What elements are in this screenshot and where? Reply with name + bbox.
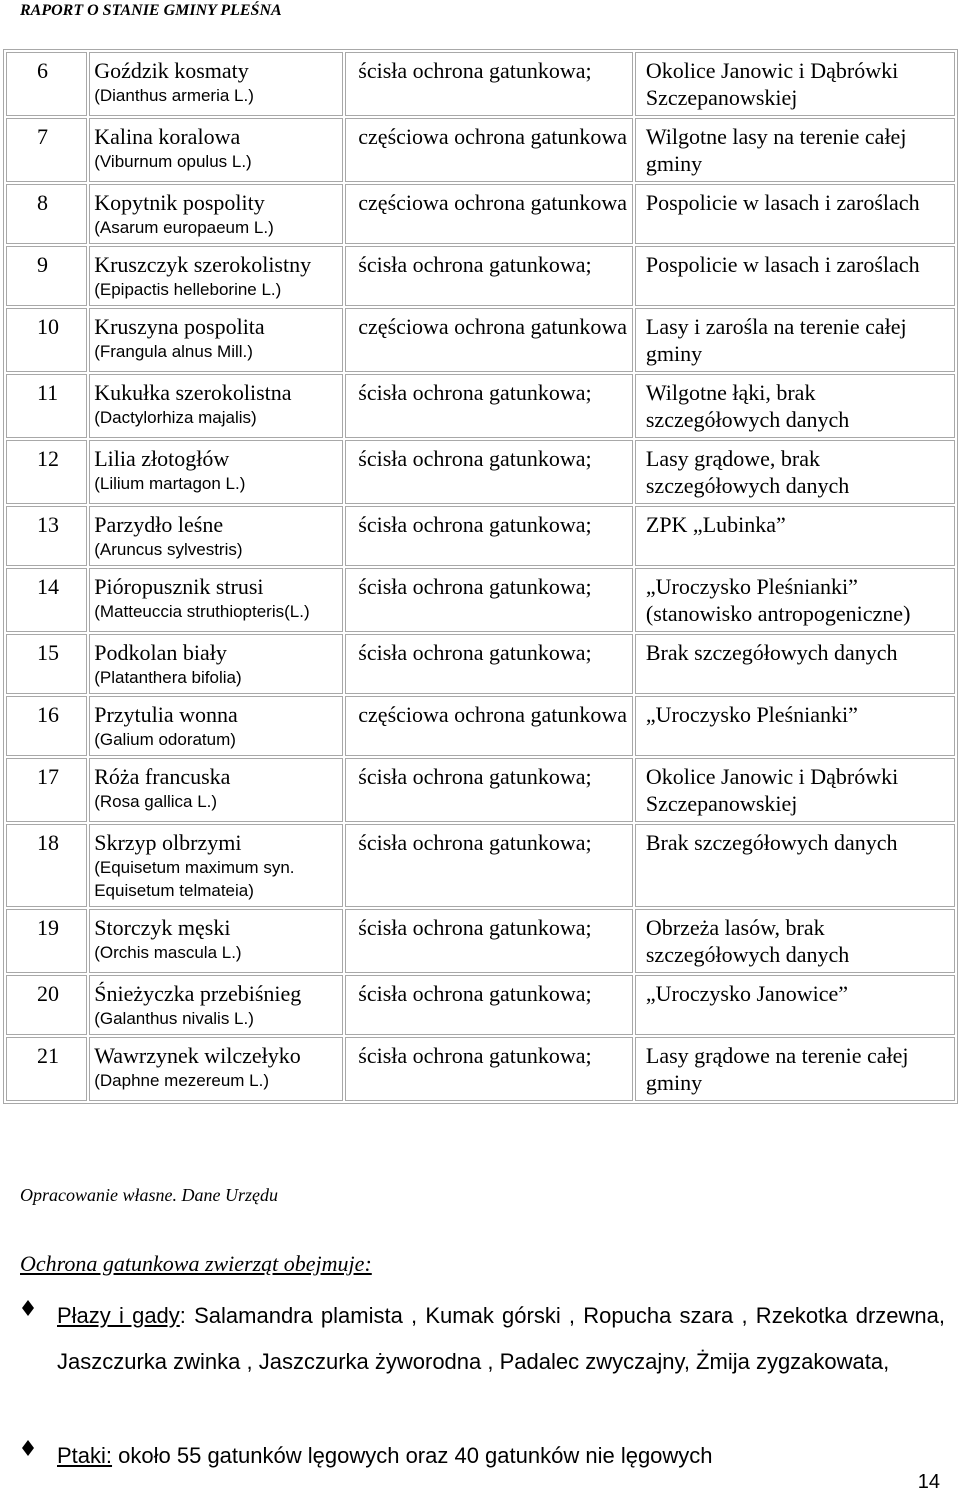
protection-status: ścisła ochrona gatunkowa; (345, 374, 633, 438)
bullet-label: Ptaki: (57, 1443, 113, 1468)
bullet-label: Płazy i gady (57, 1303, 180, 1328)
protection-status: częściowa ochrona gatunkowa (345, 118, 633, 182)
species-latin-name: (Orchis mascula L.) (94, 943, 242, 962)
species-latin-name: (Dianthus armeria L.) (94, 86, 254, 105)
species-cell (89, 184, 343, 244)
location: „Uroczysko Janowice” (635, 975, 955, 1035)
protection-status: ścisła ochrona gatunkowa; (345, 506, 633, 566)
location: ZPK „Lubinka” (635, 506, 955, 566)
location: Pospolicie w lasach i zaroślach (635, 184, 955, 244)
row-number: 11 (6, 374, 87, 438)
species-name: Kukułka szerokolistna (94, 380, 292, 405)
location: Brak szczegółowych danych (635, 824, 955, 907)
row-number: 12 (6, 440, 87, 504)
species-table (3, 49, 958, 1104)
species-name: Kopytnik pospolity (94, 190, 265, 215)
location: Wilgotne lasy na terenie całej gminy (635, 118, 955, 182)
row-number: 17 (6, 758, 87, 822)
protection-status: częściowa ochrona gatunkowa (345, 308, 633, 372)
species-name: Goździk kosmaty (94, 58, 249, 83)
row-number: 20 (6, 975, 87, 1035)
row-number: 14 (6, 568, 87, 632)
table-row (6, 1037, 955, 1101)
species-latin-name: (Lilium martagon L.) (94, 474, 246, 493)
species-latin-name: (Matteuccia struthiopteris(L.) (94, 602, 310, 621)
table-row (6, 52, 955, 116)
species-cell (89, 758, 343, 822)
location: Lasy grądowe, brak szczegółowych danych (635, 440, 955, 504)
diamond-bullet-icon (20, 1440, 36, 1456)
location: Brak szczegółowych danych (635, 634, 955, 694)
bullet-birds (20, 1433, 945, 1479)
table-row (6, 758, 955, 822)
table-row (6, 824, 955, 907)
location: Lasy grądowe na terenie całej gminy (635, 1037, 955, 1101)
table-row (6, 246, 955, 306)
species-name: Kalina koralowa (94, 124, 241, 149)
location: Obrzeża lasów, brak szczegółowych danych (635, 909, 955, 973)
row-number: 7 (6, 118, 87, 182)
table-row (6, 440, 955, 504)
species-latin-name: (Dactylorhiza majalis) (94, 408, 257, 427)
species-latin-name: (Epipactis helleborine L.) (94, 280, 282, 299)
row-number: 18 (6, 824, 87, 907)
species-name: Skrzyp olbrzymi (94, 830, 242, 855)
table-row (6, 975, 955, 1035)
page-number: 14 (917, 1471, 940, 1493)
species-latin-name: (Asarum europaeum L.) (94, 218, 274, 237)
protection-status: ścisła ochrona gatunkowa; (345, 568, 633, 632)
species-latin-name: (Daphne mezereum L.) (94, 1071, 270, 1090)
page-header: RAPORT O STANIE GMINY PLEŚNA (20, 2, 282, 19)
species-name: Podkolan biały (94, 640, 227, 665)
table-row (6, 506, 955, 566)
protection-status: ścisła ochrona gatunkowa; (345, 909, 633, 973)
species-cell (89, 696, 343, 756)
bullet-separator: : (179, 1303, 195, 1328)
location: Wilgotne łąki, brak szczegółowych danych (635, 374, 955, 438)
species-cell (89, 118, 343, 182)
species-cell (89, 374, 343, 438)
species-name: Wawrzynek wilczełyko (94, 1043, 301, 1068)
bullet-content: około 55 gatunków lęgowych oraz 40 gatunków nie lęgowych (118, 1443, 713, 1468)
protection-status: ścisła ochrona gatunkowa; (345, 824, 633, 907)
species-cell (89, 568, 343, 632)
row-number: 10 (6, 308, 87, 372)
species-name: Pióropusznik strusi (94, 574, 264, 599)
row-number: 15 (6, 634, 87, 694)
species-latin-name: (Frangula alnus Mill.) (94, 342, 253, 361)
protection-status: ścisła ochrona gatunkowa; (345, 975, 633, 1035)
species-latin-name: (Platanthera bifolia) (94, 668, 242, 687)
table-row (6, 909, 955, 973)
protection-status: ścisła ochrona gatunkowa; (345, 52, 633, 116)
species-cell (89, 440, 343, 504)
species-cell (89, 506, 343, 566)
species-cell (89, 824, 343, 907)
bullet-text (57, 1293, 945, 1385)
row-number: 16 (6, 696, 87, 756)
bullet-content: Salamandra plamista , Kumak górski , Ropucha szara , Rzekotka drzewna, Jaszczurka zwinka , Jaszczurka żyworodna , Padalec zwyczajny, Żmija zygzakowata, (57, 1303, 945, 1374)
table-row (6, 308, 955, 372)
protection-status: ścisła ochrona gatunkowa; (345, 758, 633, 822)
table-row (6, 696, 955, 756)
species-latin-name: (Galium odoratum) (94, 730, 236, 749)
species-latin-name: (Rosa gallica L.) (94, 792, 218, 811)
section-title: Ochrona gatunkowa zwierząt obejmuje: (20, 1251, 372, 1276)
species-cell (89, 975, 343, 1035)
row-number: 13 (6, 506, 87, 566)
protection-status: ścisła ochrona gatunkowa; (345, 634, 633, 694)
location: Okolice Janowic i Dąbrówki Szczepanowskiej (635, 758, 955, 822)
species-latin-name: (Galanthus nivalis L.) (94, 1009, 254, 1028)
row-number: 6 (6, 52, 87, 116)
species-name: Róża francuska (94, 764, 231, 789)
bullet-amphibians (20, 1293, 945, 1385)
species-name: Kruszyna pospolita (94, 314, 265, 339)
location: „Uroczysko Pleśnianki” (635, 696, 955, 756)
protection-status: ścisła ochrona gatunkowa; (345, 246, 633, 306)
species-latin-name: (Aruncus sylvestris) (94, 540, 243, 559)
table-row (6, 634, 955, 694)
species-cell (89, 246, 343, 306)
diamond-bullet-icon (20, 1300, 36, 1316)
table-row (6, 184, 955, 244)
species-cell (89, 634, 343, 694)
row-number: 9 (6, 246, 87, 306)
species-name: Przytulia wonna (94, 702, 238, 727)
species-cell (89, 308, 343, 372)
protection-status: ścisła ochrona gatunkowa; (345, 1037, 633, 1101)
location: Okolice Janowic i Dąbrówki Szczepanowskiej (635, 52, 955, 116)
location: Pospolicie w lasach i zaroślach (635, 246, 955, 306)
protection-status: częściowa ochrona gatunkowa (345, 184, 633, 244)
bullet-text (57, 1433, 945, 1479)
species-name: Storczyk męski (94, 915, 231, 940)
protection-status: ścisła ochrona gatunkowa; (345, 440, 633, 504)
species-cell (89, 1037, 343, 1101)
table-row (6, 118, 955, 182)
table-row (6, 374, 955, 438)
row-number: 19 (6, 909, 87, 973)
species-name: Lilia złotogłów (94, 446, 230, 471)
species-latin-name: (Equisetum maximum syn. Equisetum telmateia) (94, 858, 295, 900)
species-name: Kruszczyk szerokolistny (94, 252, 312, 277)
species-name: Parzydło leśne (94, 512, 224, 537)
row-number: 21 (6, 1037, 87, 1101)
source-note: Opracowanie własne. Dane Urzędu (20, 1185, 278, 1205)
table-row (6, 568, 955, 632)
row-number: 8 (6, 184, 87, 244)
location: „Uroczysko Pleśnianki” (stanowisko antropogeniczne) (635, 568, 955, 632)
species-name: Śnieżyczka przebiśnieg (94, 981, 302, 1006)
species-table-body (6, 52, 955, 1101)
species-latin-name: (Viburnum opulus L.) (94, 152, 252, 171)
protection-status: częściowa ochrona gatunkowa (345, 696, 633, 756)
location: Lasy i zarośla na terenie całej gminy (635, 308, 955, 372)
species-cell (89, 909, 343, 973)
species-cell (89, 52, 343, 116)
